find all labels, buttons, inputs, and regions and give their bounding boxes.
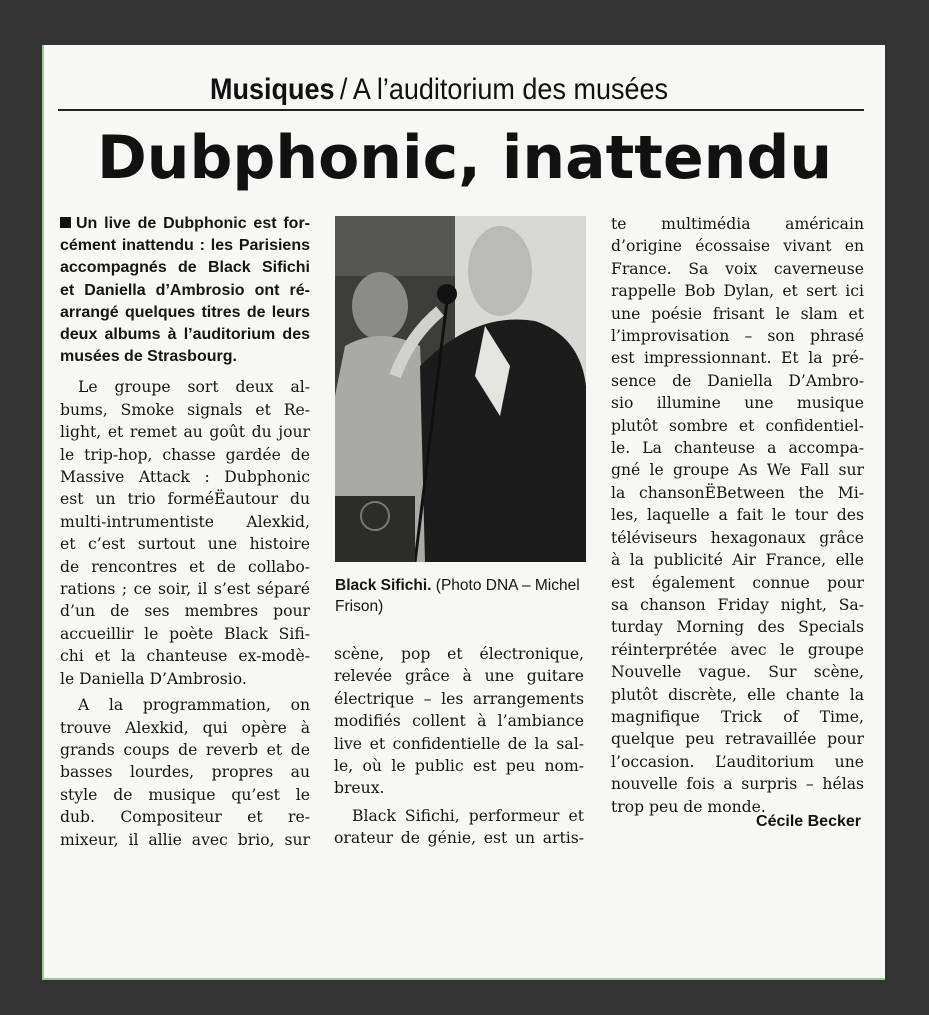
text-line: réinterprétée avec le groupe — [611, 640, 864, 659]
text-line: Black Sifichi, performeur et — [352, 806, 584, 825]
headline: Dubphonic, inattendu — [96, 123, 833, 193]
text-line: est un trio forméËautour du — [60, 490, 310, 509]
text-line: quelque peu retravaillée pour — [611, 730, 864, 749]
body-paragraph — [334, 805, 584, 850]
text-line: l’occasion. L’auditorium une — [611, 752, 864, 771]
text-line: sence de Daniella D’Ambro- — [611, 371, 864, 390]
text-line: le. La chanteuse a accompa- — [611, 439, 864, 458]
lead-line: deux albums à l’auditorium des — [60, 326, 310, 344]
bullet-square-icon — [60, 217, 71, 228]
text-line: turday Morning des Specials — [611, 618, 864, 637]
text-line: une poésie frisant le slam et — [611, 304, 864, 323]
text-line: sa chanson Friday night, Sa- — [611, 595, 864, 614]
text-line: trouve Alexkid, qui opère à — [60, 718, 310, 737]
lead-line: accompagnés de Black Sifichi — [60, 259, 310, 277]
text-line: le, où le public est peu nom- — [334, 757, 584, 776]
text-line: de rencontres et de collabo- — [60, 557, 310, 576]
text-line: et c’est surtout une histoire — [60, 535, 310, 554]
text-line: les, laquelle a fait le tour des — [611, 506, 864, 525]
rubric-category: Musiques — [210, 73, 335, 106]
text-line: grands coups de reverb et de — [60, 740, 310, 759]
lead-line: cément inattendu : les Parisiens — [60, 237, 310, 255]
concert-photo — [335, 216, 586, 562]
caption-credit: (Photo DNA – Michel Frison) — [335, 577, 580, 615]
text-line: la chansonËBetween the Mi- — [611, 483, 864, 502]
rubric-location: A l’auditorium des musées — [352, 73, 668, 106]
lead-paragraph — [60, 213, 310, 368]
text-line: A la programmation, on — [78, 696, 310, 715]
text-line: chi et la chanteuse ex-modè- — [60, 647, 310, 666]
newspaper-clipping — [42, 45, 885, 980]
text-line: orateur de génie, est un artis- — [334, 829, 584, 848]
text-line: magnifique Trick of Time, — [611, 707, 864, 726]
text-line: plutôt discrète, elle chante la — [611, 685, 864, 704]
header-rule — [58, 109, 864, 111]
text-line: est également connue pour — [611, 573, 864, 592]
text-line: France. Sa voix caverneuse — [611, 259, 864, 278]
text-line: trop peu de monde. — [611, 797, 766, 816]
text-line: le Daniella D’Ambrosio. — [60, 669, 247, 688]
text-line: le trip-hop, chasse gardée de — [60, 445, 310, 464]
lead-line: et Daniella d’Ambrosio ont ré- — [60, 281, 310, 299]
photo-caption — [335, 575, 590, 617]
text-line: dub. Compositeur et re- — [60, 808, 310, 827]
text-line: accueillir le poète Black Sifi- — [60, 624, 310, 643]
text-line: électrique – les arrangements — [334, 689, 584, 708]
text-line: relevée grâce à une guitare — [334, 667, 584, 686]
body-paragraph — [334, 643, 584, 800]
column-2 — [334, 643, 584, 850]
text-line: Nouvelle vague. Sur scène, — [611, 663, 864, 682]
lead-line: musées de Strasbourg. — [60, 348, 237, 366]
caption-subject: Black Sifichi. — [335, 577, 432, 594]
text-line: scène, pop et électronique, — [334, 645, 584, 663]
body-paragraph — [60, 376, 310, 690]
author-signature: Cécile Becker — [756, 813, 861, 830]
lead-line: Un live de Dubphonic est for- — [60, 213, 310, 235]
photo-illustration — [335, 216, 586, 562]
text-line: sio illumine une musique — [611, 394, 864, 413]
text-line: d’origine écossaise vivant en — [611, 237, 864, 256]
text-line: est impressionnant. Et la pré- — [611, 349, 864, 368]
text-line: live et confidentielle de la sal- — [334, 734, 584, 753]
text-line: téléviseurs hexagonaux grâce — [611, 528, 864, 547]
text-line: Massive Attack : Dubphonic — [60, 468, 310, 487]
text-line: light, et remet au goût du jour — [60, 423, 310, 442]
text-line: mixeur, il allie avec brio, sur — [60, 830, 310, 849]
column-1 — [60, 213, 310, 851]
lead-line: arrangé quelques titres de leurs — [60, 303, 310, 321]
text-line: multi-intrumentiste Alexkid, — [60, 512, 310, 531]
text-line: style de musique qu’est le — [60, 785, 310, 804]
rubric-separator: / — [339, 73, 348, 106]
body-paragraph — [60, 694, 310, 851]
text-line: l’improvisation – son phrasé — [611, 327, 864, 346]
text-line: plutôt sombre et confidentiel- — [611, 416, 864, 435]
text-line: Le groupe sort deux al- — [78, 378, 310, 397]
text-line: nouvelle fois a surpris – hélas — [611, 775, 864, 794]
text-line: gné le groupe As We Fall sur — [611, 461, 864, 480]
column-3 — [611, 213, 864, 818]
text-line: te multimédia américain — [611, 215, 864, 233]
section-rubric — [210, 73, 668, 107]
text-line: basses lourdes, propres au — [60, 763, 310, 782]
text-line: modifiés collent à l’ambiance — [334, 712, 584, 731]
text-line: rappelle Bob Dylan, et sert ici — [611, 282, 864, 301]
text-line: à la publicité Air France, elle — [611, 551, 864, 570]
text-line: rations ; ce soir, il s’est séparé — [60, 580, 310, 599]
text-line: bums, Smoke signals et Re- — [60, 400, 310, 419]
text-line: d’un de ses membres pour — [60, 602, 310, 621]
text-line: breux. — [334, 779, 385, 798]
